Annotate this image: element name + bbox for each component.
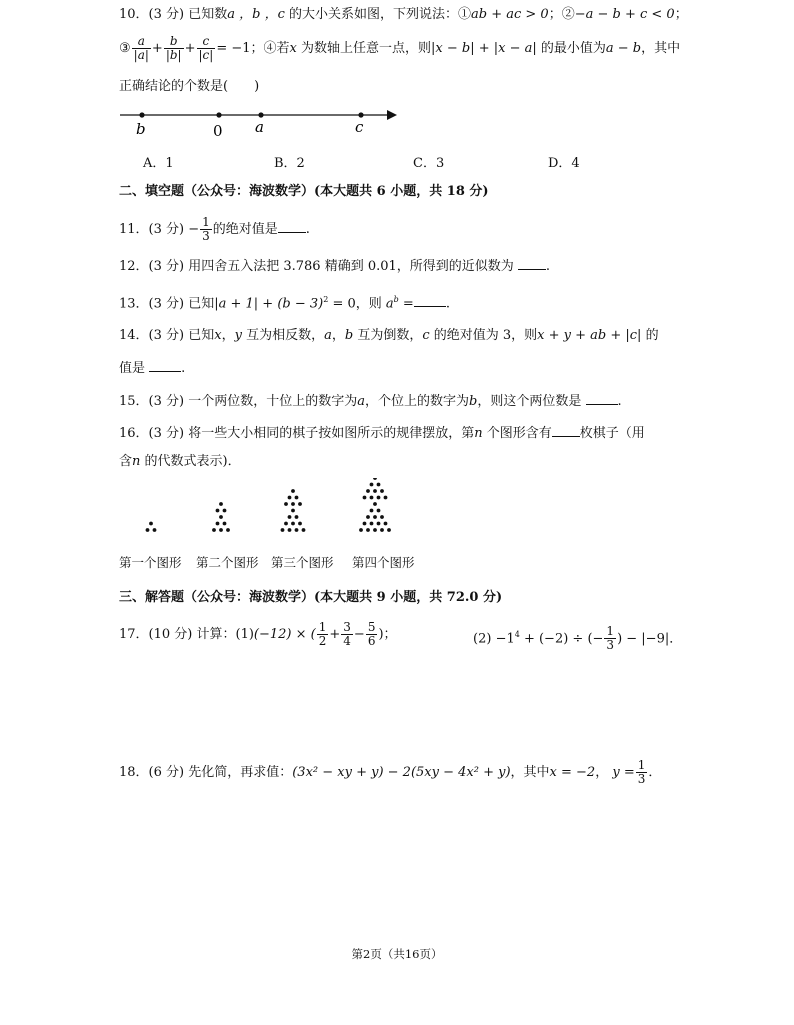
dot bbox=[223, 509, 227, 513]
dot bbox=[288, 496, 292, 500]
dot bbox=[366, 515, 370, 519]
dot bbox=[226, 528, 230, 532]
dot bbox=[387, 528, 391, 532]
point-a bbox=[258, 112, 263, 117]
dot bbox=[373, 528, 377, 532]
dot bbox=[384, 522, 388, 526]
q17-part2: $(2) -1^4 + (-2)$ ÷ (− $\frac{1}{3}$ ) − |−9|． bbox=[473, 624, 683, 653]
figure-label-1: 第一个图形 bbox=[119, 555, 182, 570]
dot bbox=[223, 522, 227, 526]
q10-expr1: ab + ac > 0 bbox=[471, 7, 549, 22]
dot bbox=[377, 522, 381, 526]
q10-circle3: ③ bbox=[119, 41, 131, 56]
figure-label-3: 第三个图形 bbox=[271, 555, 334, 570]
dot bbox=[373, 478, 377, 480]
axis-label-0: 0 bbox=[213, 122, 223, 140]
dot bbox=[288, 515, 292, 519]
q10-line3: 正确结论的个数是( ) bbox=[119, 79, 260, 94]
q13-blank bbox=[414, 294, 446, 307]
q10-line2-end-text: 的最小值为 bbox=[536, 41, 606, 56]
q10-line1 bbox=[119, 6, 688, 24]
figure-label-2: 第二个图形 bbox=[196, 555, 259, 570]
q16-blank bbox=[552, 424, 580, 437]
dot bbox=[295, 515, 299, 519]
dot bbox=[284, 522, 288, 526]
dot bbox=[291, 489, 295, 493]
option-d: D．4 bbox=[548, 156, 580, 171]
dot bbox=[373, 502, 377, 506]
frac-a: $\frac{a}{|a|}$ bbox=[133, 34, 149, 62]
point-b bbox=[139, 112, 144, 117]
dot bbox=[298, 522, 302, 526]
q18-frac: $\frac{1}{3}$ bbox=[637, 758, 646, 786]
q13: 13．(3 分) 已知$|a + 1| + (b - 3)^2 = 0$，则 $a^b$ = . bbox=[119, 295, 450, 312]
q10-line2: ③ $\frac{a}{|a|}$ + $\frac{b}{|b|}$ + $\frac{c}{|c|}$ = −1；④若x 为数轴上任意一点，则|x − b| + |x − a| 的最小值为a − b，其中 bbox=[119, 34, 681, 62]
dot bbox=[146, 528, 150, 532]
q10-expr4: |x − b| + |x − a| bbox=[431, 41, 537, 56]
q14-line2: 值是 . bbox=[119, 361, 186, 376]
dot bbox=[366, 528, 370, 532]
dot bbox=[291, 509, 295, 513]
q17-frac4: $\frac{1}{3}$ bbox=[606, 624, 615, 653]
dot bbox=[370, 522, 374, 526]
dot bbox=[216, 522, 220, 526]
axis-label-a: a bbox=[255, 118, 264, 136]
q16-line1: 16．(3 分) 将一些大小相同的棋子按如图所示的规律摆放，第n 个图形含有 枚棋子（用 bbox=[119, 426, 645, 441]
q15: 15．(3 分) 一个两位数，十位上的数字为a，个位上的数字为b，则这个两位数是 . bbox=[119, 394, 622, 409]
q17-frac3: $\frac{5}{6}$ bbox=[367, 620, 376, 648]
q10-line2-mid: 为数轴上任意一点，则 bbox=[296, 41, 431, 56]
q10-line1-mid: 的大小关系如图，下列说法：① bbox=[284, 7, 471, 22]
axis-label-b: b bbox=[136, 120, 146, 138]
dot bbox=[373, 515, 377, 519]
dot bbox=[212, 528, 216, 532]
q14-blank bbox=[149, 359, 181, 372]
dot bbox=[370, 483, 374, 487]
dot bbox=[370, 509, 374, 513]
dot bbox=[363, 496, 367, 500]
q14-line1: 14．(3 分) 已知x，y 互为相反数，a，b 互为倒数，c 的绝对值为 3，则x + y + ab + |c| 的 bbox=[119, 328, 659, 343]
dot bbox=[359, 528, 363, 532]
q10-eq-rest: = −1；④若 bbox=[216, 41, 290, 56]
q15-blank bbox=[586, 392, 618, 405]
q10-line2-tail: ，其中 bbox=[641, 41, 681, 56]
option-b: B．2 bbox=[274, 156, 305, 171]
dot bbox=[149, 522, 153, 526]
dot bbox=[377, 496, 381, 500]
dot-figures bbox=[118, 478, 438, 546]
q11-frac: $\frac{1}{3}$ bbox=[202, 215, 210, 243]
option-a: A．1 bbox=[143, 156, 174, 171]
dot bbox=[219, 528, 223, 532]
q17: 17．(10 分) 计算：(1)(−12) × ( $\frac{1}{2}$ + $\frac{3}{4}$ − $\frac{5}{6}$ )； bbox=[119, 620, 397, 648]
dot bbox=[291, 522, 295, 526]
dot bbox=[281, 528, 285, 532]
dot bbox=[380, 489, 384, 493]
dot bbox=[370, 496, 374, 500]
point-c bbox=[358, 112, 363, 117]
dot bbox=[377, 509, 381, 513]
q10-vars: a ，b ，c bbox=[227, 7, 285, 22]
dot bbox=[298, 502, 302, 506]
dot bbox=[219, 515, 223, 519]
q11: 11．(3 分) − $\frac{1}{3}$ 的绝对值是 . bbox=[119, 215, 310, 243]
q18: 18．(6 分) 先化简，再求值：(3x² − xy + y) − 2(5xy − 4x² + y)，其中x = −2， y = $\frac{1}{3}$ ． bbox=[119, 758, 662, 786]
number-line bbox=[115, 104, 405, 140]
dot bbox=[380, 528, 384, 532]
section2-title: 二、填空题（公众号：海波数学）(本大题共 6 小题，共 18 分) bbox=[119, 184, 489, 199]
frac-b: $\frac{b}{|b|}$ bbox=[165, 34, 182, 62]
q10-prefix: 10．(3 分) 已知数 bbox=[119, 7, 228, 22]
q12: 12．(3 分) 用四舍五入法把 3.786 精确到 0.01，所得到的近似数为 . bbox=[119, 259, 551, 274]
dot bbox=[295, 528, 299, 532]
q12-blank bbox=[518, 257, 546, 270]
dot bbox=[380, 515, 384, 519]
axis-label-c: c bbox=[355, 118, 364, 136]
dot bbox=[377, 483, 381, 487]
dot bbox=[288, 528, 292, 532]
dot bbox=[373, 489, 377, 493]
figure-label-4: 第四个图形 bbox=[352, 555, 415, 570]
q10-sep-end: ； bbox=[674, 7, 688, 22]
dot bbox=[291, 502, 295, 506]
dot bbox=[302, 528, 306, 532]
dot bbox=[363, 522, 367, 526]
dot bbox=[216, 509, 220, 513]
dot bbox=[219, 502, 223, 506]
option-c: C．3 bbox=[413, 156, 445, 171]
q10-x-var: x bbox=[289, 41, 297, 56]
q10-expr4-result: a − b bbox=[605, 41, 642, 56]
dot bbox=[153, 528, 157, 532]
frac-c: $\frac{c}{|c|}$ bbox=[198, 34, 214, 62]
dot bbox=[284, 502, 288, 506]
q11-blank bbox=[278, 220, 306, 233]
dot bbox=[295, 496, 299, 500]
q17-frac2: $\frac{3}{4}$ bbox=[343, 620, 351, 648]
section3-title: 三、解答题（公众号：海波数学）(本大题共 9 小题，共 72.0 分) bbox=[119, 590, 503, 605]
point-0 bbox=[216, 112, 221, 117]
q17-frac1: $\frac{1}{2}$ bbox=[318, 620, 327, 648]
q10-expr2: −a − b + c < 0 bbox=[574, 7, 675, 22]
q10-sep2: ；② bbox=[548, 7, 575, 22]
page-footer: 第2页（共16页） bbox=[351, 947, 443, 961]
dot bbox=[366, 489, 370, 493]
q16-line2: 含n 的代数式表示)． bbox=[119, 454, 241, 469]
dot bbox=[384, 496, 388, 500]
